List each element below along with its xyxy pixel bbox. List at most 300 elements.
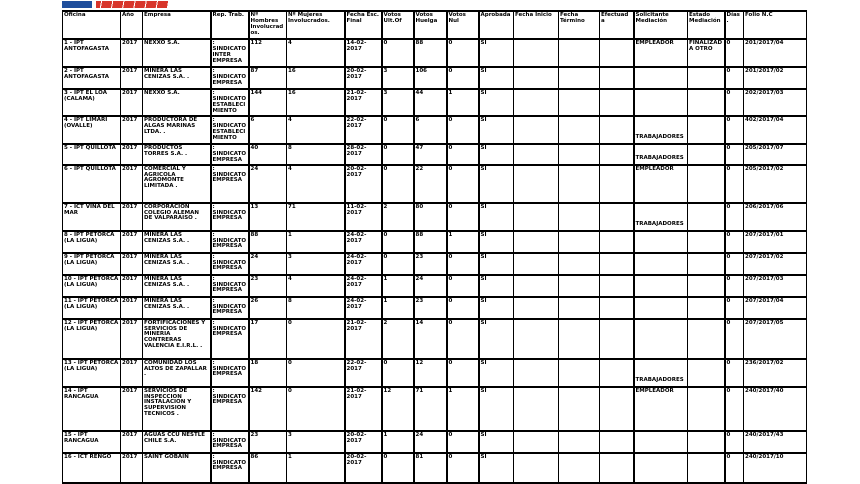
cell-efectuada: [600, 39, 634, 67]
cell-votos_ult_of: 0: [382, 116, 414, 144]
cell-dias: 0: [725, 116, 744, 144]
cell-votos_huelga: 47: [414, 144, 447, 165]
table-row: [63, 319, 807, 359]
cell-estado_mediacion: [688, 431, 725, 453]
cell-votos_nul: 0: [447, 453, 479, 483]
cell-rep_trab: : SINDICATO EMPRESA: [211, 144, 249, 165]
cell-empresa: AGUAS CCU NESTLE CHILE S.A.: [143, 431, 211, 453]
cell-oficina: 9 - IPT PETORCA (LA LIGUA): [63, 253, 121, 275]
cell-votos_nul: 0: [447, 144, 479, 165]
cell-efectuada: [600, 297, 634, 319]
cell-dias: 0: [725, 67, 744, 89]
cell-estado_mediacion: [688, 203, 725, 231]
cell-solicitante_mediacion: TRABAJADORES: [634, 203, 688, 231]
cell-hombres_involucrados: 40: [249, 144, 287, 165]
cell-fecha_termino: [559, 67, 600, 89]
cell-mujeres_involucrados: 16: [287, 67, 345, 89]
cell-aprobada: SI: [479, 275, 514, 297]
cell-rep_trab: : SINDICATO EMPRESA: [211, 203, 249, 231]
column-header-folio_nc: Folio N.C: [744, 11, 807, 39]
cell-mujeres_involucrados: 4: [287, 275, 345, 297]
cell-votos_huelga: 44: [414, 89, 447, 116]
cell-fecha_termino: [559, 39, 600, 67]
cell-votos_nul: 0: [447, 431, 479, 453]
cell-efectuada: [600, 359, 634, 387]
cell-mujeres_involucrados: 8: [287, 297, 345, 319]
cell-solicitante_mediacion: [634, 231, 688, 253]
negociacion-colectiva-table: [62, 10, 807, 484]
column-header-oficina: Oficina: [63, 11, 121, 39]
institution-logo: [62, 0, 168, 8]
cell-oficina: 2 - IPT ANTOFAGASTA: [63, 67, 121, 89]
cell-mujeres_involucrados: 3: [287, 253, 345, 275]
cell-ano: 2017: [121, 116, 143, 144]
header-row: [63, 11, 807, 39]
cell-rep_trab: : SINDICATO EMPRESA: [211, 453, 249, 483]
cell-dias: 0: [725, 165, 744, 203]
cell-efectuada: [600, 116, 634, 144]
cell-estado_mediacion: [688, 144, 725, 165]
cell-folio_nc: 207/2017/03: [744, 275, 807, 297]
cell-fecha_inicio: [514, 275, 559, 297]
cell-ano: 2017: [121, 297, 143, 319]
cell-rep_trab: : SINDICATO EMPRESA: [211, 253, 249, 275]
cell-empresa: PRODUCTORA DE ALGAS MARINAS LTDA. .: [143, 116, 211, 144]
cell-folio_nc: 207/2017/04: [744, 297, 807, 319]
cell-oficina: 1 - IPT ANTOFAGASTA: [63, 39, 121, 67]
cell-solicitante_mediacion: [634, 253, 688, 275]
cell-fecha_esc_final: 21-02-2017: [345, 319, 382, 359]
cell-solicitante_mediacion: [634, 89, 688, 116]
cell-empresa: SAINT GOBAIN: [143, 453, 211, 483]
cell-votos_ult_of: 12: [382, 387, 414, 431]
cell-hombres_involucrados: 24: [249, 165, 287, 203]
cell-votos_ult_of: 3: [382, 89, 414, 116]
cell-votos_ult_of: 0: [382, 253, 414, 275]
cell-fecha_inicio: [514, 39, 559, 67]
cell-fecha_termino: [559, 165, 600, 203]
table-row: [63, 203, 807, 231]
table-row: [63, 144, 807, 165]
cell-oficina: 14 - IPT RANCAGUA: [63, 387, 121, 431]
cell-fecha_esc_final: 20-02-2017: [345, 67, 382, 89]
cell-empresa: CORPORACION COLEGIO ALEMAN DE VALPARAISO .: [143, 203, 211, 231]
cell-oficina: 13 - IPT PETORCA (LA LIGUA): [63, 359, 121, 387]
cell-fecha_esc_final: 21-02-2017: [345, 89, 382, 116]
cell-fecha_inicio: [514, 387, 559, 431]
cell-solicitante_mediacion: TRABAJADORES: [634, 116, 688, 144]
cell-empresa: FORTIFICACIONES Y SERVICIOS DE MINERIA CONTRERAS VALENCIA E.I.R.L. .: [143, 319, 211, 359]
column-header-solicitante_mediacion: Solicitante Mediación: [634, 11, 688, 39]
cell-efectuada: [600, 165, 634, 203]
cell-aprobada: SI: [479, 89, 514, 116]
cell-estado_mediacion: [688, 89, 725, 116]
cell-estado_mediacion: [688, 253, 725, 275]
cell-aprobada: SI: [479, 359, 514, 387]
column-header-votos_huelga: Votos Huelga: [414, 11, 447, 39]
cell-votos_nul: 0: [447, 116, 479, 144]
table-row: [63, 453, 807, 483]
cell-efectuada: [600, 431, 634, 453]
cell-fecha_termino: [559, 116, 600, 144]
cell-votos_nul: 0: [447, 319, 479, 359]
cell-efectuada: [600, 144, 634, 165]
cell-hombres_involucrados: 112: [249, 39, 287, 67]
cell-hombres_involucrados: 18: [249, 359, 287, 387]
cell-votos_ult_of: 0: [382, 359, 414, 387]
cell-dias: 0: [725, 359, 744, 387]
cell-hombres_involucrados: 26: [249, 297, 287, 319]
cell-oficina: 6 - IPT QUILLOTA: [63, 165, 121, 203]
cell-rep_trab: : SINDICATO ESTABLECIMIENTO: [211, 89, 249, 116]
cell-rep_trab: : SINDICATO EMPRESA: [211, 297, 249, 319]
cell-votos_nul: 0: [447, 165, 479, 203]
cell-dias: 0: [725, 39, 744, 67]
cell-votos_nul: 0: [447, 359, 479, 387]
cell-votos_huelga: 81: [414, 453, 447, 483]
cell-rep_trab: : SINDICATO EMPRESA: [211, 319, 249, 359]
cell-estado_mediacion: [688, 116, 725, 144]
cell-oficina: 15 - IPT RANCAGUA: [63, 431, 121, 453]
cell-estado_mediacion: [688, 275, 725, 297]
cell-aprobada: SI: [479, 67, 514, 89]
cell-votos_huelga: 14: [414, 319, 447, 359]
cell-empresa: COMERCIAL Y AGRICOLA AGROMONTE LIMITADA .: [143, 165, 211, 203]
cell-solicitante_mediacion: [634, 431, 688, 453]
cell-solicitante_mediacion: EMPLEADOR: [634, 39, 688, 67]
cell-solicitante_mediacion: EMPLEADOR: [634, 165, 688, 203]
cell-fecha_esc_final: 11-02-2017: [345, 203, 382, 231]
cell-dias: 0: [725, 89, 744, 116]
table-row: [63, 387, 807, 431]
cell-solicitante_mediacion: EMPLEADOR: [634, 387, 688, 431]
table-row: [63, 39, 807, 67]
cell-folio_nc: 205/2017/07: [744, 144, 807, 165]
cell-votos_nul: 0: [447, 203, 479, 231]
cell-aprobada: SI: [479, 387, 514, 431]
cell-fecha_termino: [559, 203, 600, 231]
cell-dias: 0: [725, 144, 744, 165]
cell-aprobada: SI: [479, 453, 514, 483]
cell-mujeres_involucrados: 4: [287, 116, 345, 144]
cell-efectuada: [600, 275, 634, 297]
column-header-rep_trab: Rep. Trab.: [211, 11, 249, 39]
table-row: [63, 165, 807, 203]
cell-solicitante_mediacion: [634, 319, 688, 359]
cell-mujeres_involucrados: 4: [287, 39, 345, 67]
cell-mujeres_involucrados: 3: [287, 431, 345, 453]
cell-empresa: MINERA LAS CENIZAS S.A. .: [143, 231, 211, 253]
cell-votos_huelga: 6: [414, 116, 447, 144]
cell-oficina: 12 - IPT PETORCA (LA LIGUA): [63, 319, 121, 359]
cell-fecha_inicio: [514, 297, 559, 319]
column-header-hombres_involucrados: Nº Hombres Involucrados.: [249, 11, 287, 39]
cell-efectuada: [600, 67, 634, 89]
cell-ano: 2017: [121, 39, 143, 67]
cell-aprobada: SI: [479, 144, 514, 165]
cell-aprobada: SI: [479, 39, 514, 67]
cell-folio_nc: 207/2017/02: [744, 253, 807, 275]
cell-fecha_termino: [559, 319, 600, 359]
cell-dias: 0: [725, 431, 744, 453]
cell-votos_ult_of: 0: [382, 39, 414, 67]
cell-fecha_esc_final: 24-02-2017: [345, 231, 382, 253]
column-header-dias: Días.: [725, 11, 744, 39]
cell-hombres_involucrados: 142: [249, 387, 287, 431]
cell-aprobada: SI: [479, 253, 514, 275]
cell-dias: 0: [725, 319, 744, 359]
column-header-fecha_termino: Fecha Término: [559, 11, 600, 39]
cell-fecha_inicio: [514, 253, 559, 275]
cell-aprobada: SI: [479, 319, 514, 359]
cell-ano: 2017: [121, 387, 143, 431]
cell-oficina: 8 - IPT PETORCA (LA LIGUA): [63, 231, 121, 253]
cell-fecha_inicio: [514, 431, 559, 453]
cell-fecha_termino: [559, 253, 600, 275]
cell-estado_mediacion: FINALIZADA OTRO: [688, 39, 725, 67]
cell-fecha_esc_final: 21-02-2017: [345, 387, 382, 431]
cell-efectuada: [600, 453, 634, 483]
cell-votos_nul: 1: [447, 387, 479, 431]
cell-fecha_inicio: [514, 116, 559, 144]
cell-aprobada: SI: [479, 165, 514, 203]
cell-fecha_esc_final: 28-02-2017: [345, 144, 382, 165]
table-row: [63, 359, 807, 387]
cell-mujeres_involucrados: 16: [287, 89, 345, 116]
table-body: [63, 39, 807, 483]
cell-fecha_termino: [559, 89, 600, 116]
cell-empresa: NEXXO S.A.: [143, 39, 211, 67]
cell-votos_nul: 0: [447, 253, 479, 275]
cell-votos_ult_of: 2: [382, 203, 414, 231]
cell-rep_trab: : SINDICATO EMPRESA: [211, 359, 249, 387]
cell-estado_mediacion: [688, 297, 725, 319]
table-row: [63, 116, 807, 144]
cell-fecha_termino: [559, 431, 600, 453]
cell-dias: 0: [725, 297, 744, 319]
cell-hombres_involucrados: 17: [249, 319, 287, 359]
cell-oficina: 11 - IPT PETORCA (LA LIGUA): [63, 297, 121, 319]
cell-dias: 0: [725, 275, 744, 297]
cell-oficina: 5 - IPT QUILLOTA: [63, 144, 121, 165]
cell-ano: 2017: [121, 275, 143, 297]
cell-fecha_inicio: [514, 67, 559, 89]
cell-rep_trab: : SINDICATO EMPRESA: [211, 165, 249, 203]
cell-efectuada: [600, 253, 634, 275]
cell-votos_nul: 0: [447, 67, 479, 89]
cell-aprobada: SI: [479, 297, 514, 319]
cell-hombres_involucrados: 86: [249, 453, 287, 483]
cell-hombres_involucrados: 24: [249, 253, 287, 275]
cell-fecha_esc_final: 24-02-2017: [345, 253, 382, 275]
cell-dias: 0: [725, 203, 744, 231]
cell-fecha_termino: [559, 275, 600, 297]
column-header-votos_nul: Votos Nul: [447, 11, 479, 39]
cell-empresa: SERVICIOS DE INSPECCION INSTALACION Y SUPERVISION TECNICOS .: [143, 387, 211, 431]
cell-empresa: MINERA LAS CENIZAS S.A. .: [143, 253, 211, 275]
cell-votos_huelga: 24: [414, 431, 447, 453]
column-header-votos_ult_of: Votos Ult.Of: [382, 11, 414, 39]
cell-solicitante_mediacion: TRABAJADORES: [634, 359, 688, 387]
cell-fecha_esc_final: 20-02-2017: [345, 431, 382, 453]
cell-fecha_termino: [559, 231, 600, 253]
cell-votos_ult_of: 0: [382, 231, 414, 253]
cell-votos_ult_of: 1: [382, 297, 414, 319]
logo-blue-block: [62, 1, 92, 8]
cell-fecha_inicio: [514, 144, 559, 165]
cell-oficina: 4 - IPT LIMARI (OVALLE): [63, 116, 121, 144]
cell-empresa: MINERA LAS CENIZAS S.A. .: [143, 275, 211, 297]
cell-folio_nc: 240/2017/43: [744, 431, 807, 453]
cell-fecha_inicio: [514, 89, 559, 116]
cell-ano: 2017: [121, 453, 143, 483]
cell-estado_mediacion: [688, 67, 725, 89]
cell-fecha_esc_final: 22-02-2017: [345, 116, 382, 144]
column-header-empresa: Empresa: [143, 11, 211, 39]
cell-dias: 0: [725, 231, 744, 253]
cell-votos_ult_of: 3: [382, 67, 414, 89]
cell-hombres_involucrados: 6: [249, 116, 287, 144]
cell-fecha_termino: [559, 297, 600, 319]
cell-fecha_termino: [559, 144, 600, 165]
column-header-ano: Año: [121, 11, 143, 39]
cell-votos_huelga: 71: [414, 387, 447, 431]
cell-oficina: 7 - ICT VIÑA DEL MAR: [63, 203, 121, 231]
cell-fecha_esc_final: 22-02-2017: [345, 359, 382, 387]
cell-votos_ult_of: 0: [382, 165, 414, 203]
cell-votos_huelga: 12: [414, 359, 447, 387]
cell-ano: 2017: [121, 203, 143, 231]
cell-aprobada: SI: [479, 431, 514, 453]
cell-votos_ult_of: 2: [382, 319, 414, 359]
cell-fecha_esc_final: 20-02-2017: [345, 165, 382, 203]
cell-estado_mediacion: [688, 387, 725, 431]
cell-ano: 2017: [121, 253, 143, 275]
cell-fecha_esc_final: 24-02-2017: [345, 275, 382, 297]
table-row: [63, 67, 807, 89]
cell-votos_ult_of: 0: [382, 453, 414, 483]
cell-solicitante_mediacion: TRABAJADORES: [634, 144, 688, 165]
cell-oficina: 10 - IPT PETORCA (LA LIGUA): [63, 275, 121, 297]
cell-fecha_esc_final: 20-02-2017: [345, 453, 382, 483]
cell-hombres_involucrados: 88: [249, 231, 287, 253]
cell-rep_trab: : SINDICATO ESTABLECIMIENTO: [211, 116, 249, 144]
cell-empresa: COMUNIDAD LOS ALTOS DE ZAPALLAR .: [143, 359, 211, 387]
cell-votos_huelga: 80: [414, 203, 447, 231]
cell-votos_huelga: 24: [414, 275, 447, 297]
cell-aprobada: SI: [479, 203, 514, 231]
cell-votos_nul: 1: [447, 231, 479, 253]
cell-estado_mediacion: [688, 453, 725, 483]
column-header-fecha_esc_final: Fecha Esc. Final: [345, 11, 382, 39]
cell-ano: 2017: [121, 359, 143, 387]
cell-mujeres_involucrados: 0: [287, 387, 345, 431]
column-header-estado_mediacion: Estado Mediación: [688, 11, 725, 39]
cell-votos_ult_of: 1: [382, 275, 414, 297]
cell-empresa: PRODUCTOS TORRES S.A. .: [143, 144, 211, 165]
cell-efectuada: [600, 203, 634, 231]
cell-fecha_esc_final: 14-02-2017: [345, 39, 382, 67]
logo-red-block: [96, 1, 168, 8]
cell-rep_trab: : SINDICATO EMPRESA: [211, 431, 249, 453]
table-row: [63, 89, 807, 116]
cell-solicitante_mediacion: [634, 453, 688, 483]
table-row: [63, 253, 807, 275]
cell-hombres_involucrados: 144: [249, 89, 287, 116]
cell-rep_trab: : SINDICATO EMPRESA: [211, 67, 249, 89]
cell-empresa: MINERA LAS CENIZAS S.A. .: [143, 67, 211, 89]
cell-ano: 2017: [121, 89, 143, 116]
table-row: [63, 297, 807, 319]
cell-empresa: MINERA LAS CENIZAS S.A. .: [143, 297, 211, 319]
cell-folio_nc: 201/2017/04: [744, 39, 807, 67]
cell-folio_nc: 202/2017/03: [744, 89, 807, 116]
cell-dias: 0: [725, 253, 744, 275]
table-row: [63, 431, 807, 453]
cell-mujeres_involucrados: 1: [287, 453, 345, 483]
cell-folio_nc: 240/2017/10: [744, 453, 807, 483]
cell-fecha_inicio: [514, 165, 559, 203]
cell-dias: 0: [725, 453, 744, 483]
cell-rep_trab: : SINDICATO EMPRESA: [211, 387, 249, 431]
cell-votos_huelga: 88: [414, 39, 447, 67]
cell-folio_nc: 201/2017/02: [744, 67, 807, 89]
cell-fecha_inicio: [514, 453, 559, 483]
cell-mujeres_involucrados: 0: [287, 359, 345, 387]
cell-folio_nc: 206/2017/06: [744, 203, 807, 231]
cell-estado_mediacion: [688, 165, 725, 203]
cell-estado_mediacion: [688, 319, 725, 359]
cell-votos_nul: 1: [447, 89, 479, 116]
cell-aprobada: SI: [479, 116, 514, 144]
cell-empresa: NEXXO S.A.: [143, 89, 211, 116]
cell-efectuada: [600, 319, 634, 359]
cell-fecha_inicio: [514, 319, 559, 359]
cell-aprobada: SI: [479, 231, 514, 253]
cell-folio_nc: 402/2017/04: [744, 116, 807, 144]
cell-mujeres_involucrados: 0: [287, 319, 345, 359]
cell-dias: 0: [725, 387, 744, 431]
cell-hombres_involucrados: 23: [249, 275, 287, 297]
cell-fecha_termino: [559, 359, 600, 387]
cell-votos_nul: 0: [447, 297, 479, 319]
cell-ano: 2017: [121, 431, 143, 453]
cell-efectuada: [600, 89, 634, 116]
cell-oficina: 16 - ICT RENGO: [63, 453, 121, 483]
cell-fecha_inicio: [514, 231, 559, 253]
cell-folio_nc: 205/2017/02: [744, 165, 807, 203]
cell-votos_huelga: 23: [414, 253, 447, 275]
cell-votos_ult_of: 1: [382, 431, 414, 453]
cell-votos_huelga: 88: [414, 231, 447, 253]
table-header: [63, 11, 807, 39]
cell-folio_nc: 207/2017/05: [744, 319, 807, 359]
cell-ano: 2017: [121, 67, 143, 89]
cell-estado_mediacion: [688, 359, 725, 387]
column-header-fecha_inicio: Fecha Inicio: [514, 11, 559, 39]
cell-votos_nul: 0: [447, 275, 479, 297]
cell-ano: 2017: [121, 231, 143, 253]
cell-solicitante_mediacion: [634, 297, 688, 319]
column-header-mujeres_involucrados: Nº Mujeres Involucrados.: [287, 11, 345, 39]
cell-estado_mediacion: [688, 231, 725, 253]
cell-mujeres_involucrados: 1: [287, 231, 345, 253]
cell-mujeres_involucrados: 71: [287, 203, 345, 231]
cell-oficina: 3 - IPT EL LOA (CALAMA): [63, 89, 121, 116]
column-header-efectuada: Efectuada: [600, 11, 634, 39]
cell-solicitante_mediacion: [634, 67, 688, 89]
cell-hombres_involucrados: 87: [249, 67, 287, 89]
